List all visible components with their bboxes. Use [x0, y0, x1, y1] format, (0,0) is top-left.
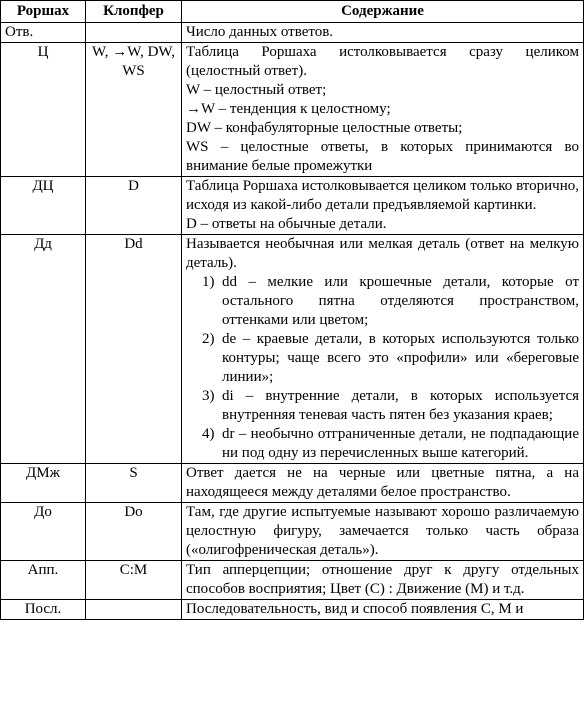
cell-content [182, 177, 584, 235]
content-line: Число данных ответов. [186, 24, 334, 40]
header-content: Содержание [182, 1, 584, 23]
table-row [1, 600, 584, 620]
header-rorschach: Роршах [1, 1, 86, 23]
content-line: Называется необычная или мелкая деталь (ответ на мелкую деталь). [186, 236, 579, 271]
content-line: Там, где другие испытуемые называют хорошо различаемую целостную фигуру, замечается только часть образа («олигофреническая деталь»). [186, 504, 579, 558]
cell-content [182, 43, 584, 177]
table-row [1, 235, 584, 464]
list-item [202, 273, 579, 330]
cell-content [182, 235, 584, 464]
list-item-text: de – краевые детали, в которых используются только контуры; чаще всего это «профили» или «береговые линии»; [222, 331, 579, 385]
content-line: Таблица Роршаха истолковывается целиком только вторично, исходя из какой-либо детали предъявляемой картинки. [186, 178, 579, 213]
list-item [202, 330, 579, 387]
cell-rorschach: Дд [1, 235, 86, 464]
cell-klopfer: W, →W, DW, WS [86, 43, 182, 177]
cell-rorschach: До [1, 503, 86, 561]
list-item-text: dd – мелкие или крошечные детали, которые от остального пятна отделяются пространством, оттенками или цветом; [222, 274, 579, 328]
cell-rorschach: ДМж [1, 464, 86, 503]
detail-subtypes-list [186, 273, 579, 463]
content-line: D – ответы на обычные детали. [186, 216, 387, 232]
cell-rorschach: ДЦ [1, 177, 86, 235]
cell-rorschach: Посл. [1, 600, 86, 620]
content-line: Последовательность, вид и способ появления С, М и [186, 601, 524, 617]
header-klopfer: Клопфер [86, 1, 182, 23]
cell-klopfer [86, 600, 182, 620]
content-line: W – целостный ответ; [186, 82, 327, 98]
table-row [1, 503, 584, 561]
table-row [1, 177, 584, 235]
content-line: Таблица Роршаха истолковывается сразу целиком (целостный ответ). [186, 44, 579, 79]
list-item-text: di – внутренние детали, в которых используется внутренняя теневая часть пятен без указания краев; [222, 388, 579, 423]
content-line: Ответ дается не на черные или цветные пятна, а на находящееся между деталями белое пространство. [186, 465, 579, 500]
table-row [1, 464, 584, 503]
cell-klopfer [86, 23, 182, 43]
cell-content [182, 503, 584, 561]
cell-content [182, 561, 584, 600]
table-row [1, 43, 584, 177]
list-item-number: 1) [202, 274, 215, 290]
cell-content [182, 23, 584, 43]
cell-rorschach: Ц [1, 43, 86, 177]
list-item [202, 387, 579, 425]
cell-content [182, 600, 584, 620]
cell-klopfer: Dd [86, 235, 182, 464]
cell-rorschach: Отв. [1, 23, 86, 43]
list-item [202, 425, 579, 463]
table-header-row [1, 1, 584, 23]
list-item-number: 3) [202, 388, 215, 404]
content-line: →W – тенденция к целостному; [186, 101, 391, 117]
list-item-number: 2) [202, 331, 215, 347]
cell-klopfer: D [86, 177, 182, 235]
list-item-text: dr – необычно отграниченные детали, не подпадающие ни под одну из перечисленных выше категорий. [222, 426, 579, 461]
cell-rorschach: Апп. [1, 561, 86, 600]
cell-klopfer: Do [86, 503, 182, 561]
content-line: DW – конфабуляторные целостные ответы; [186, 120, 463, 136]
cell-klopfer: S [86, 464, 182, 503]
table-row [1, 561, 584, 600]
content-line: WS – целостные ответы, в которых принимаются во внимание белые промежутки [186, 139, 579, 174]
list-item-number: 4) [202, 426, 215, 442]
table-row [1, 23, 584, 43]
cell-content [182, 464, 584, 503]
cell-klopfer: С:М [86, 561, 182, 600]
content-line: Тип апперцепции; отношение друг к другу отдельных способов восприятия; Цвет (С) : Движение (М) и т.д. [186, 562, 579, 597]
